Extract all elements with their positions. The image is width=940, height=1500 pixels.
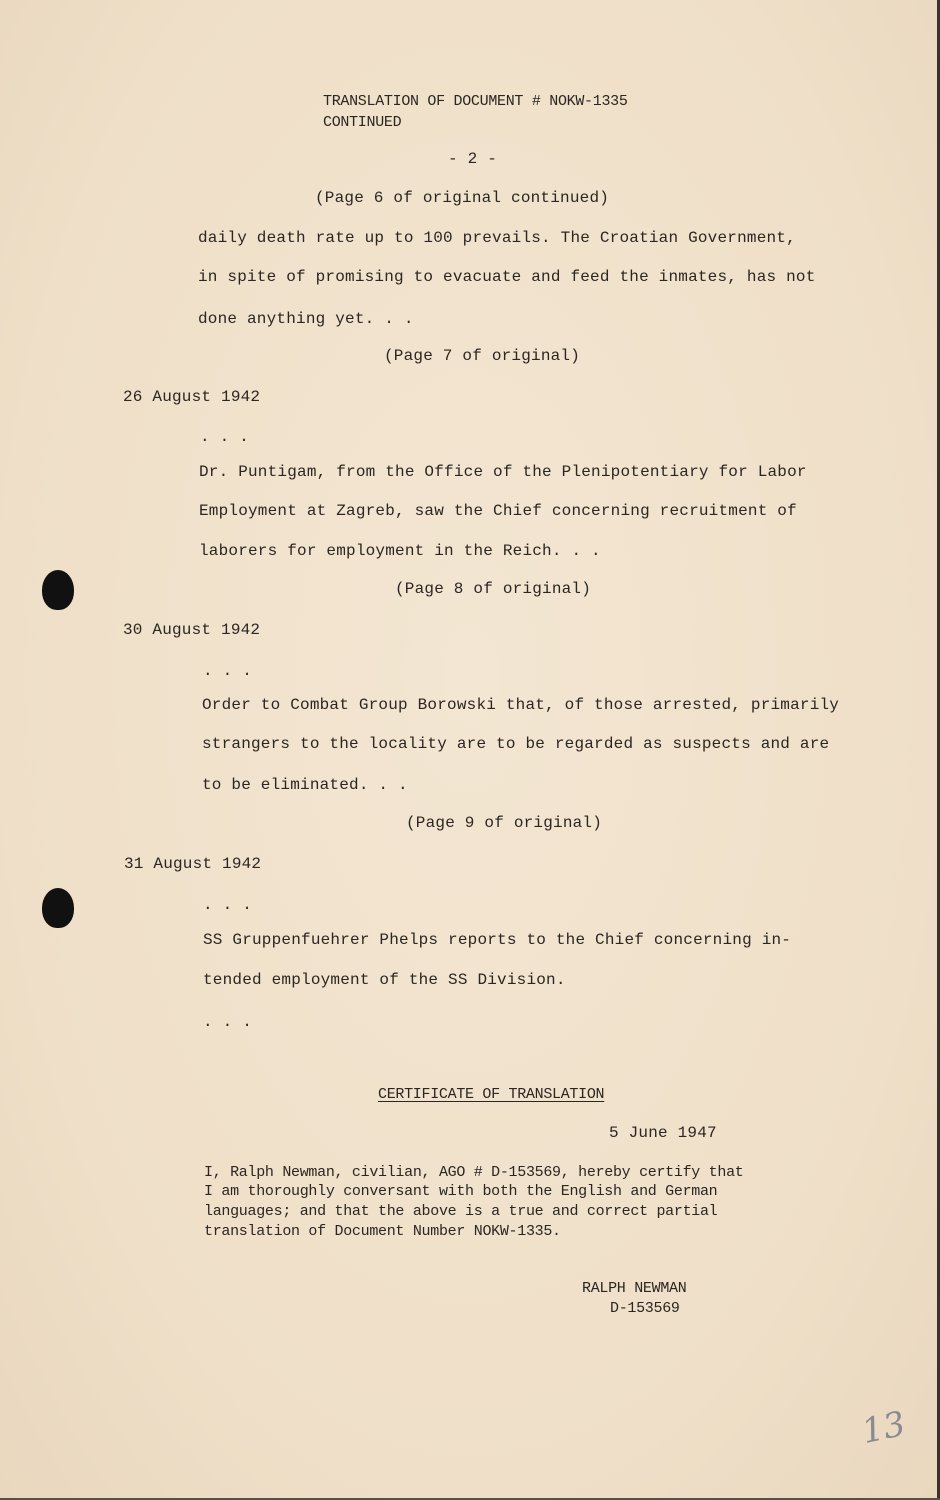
handwritten-page-number: 13	[858, 1403, 909, 1453]
certificate-date: 5 June 1947	[609, 1124, 717, 1142]
document-title: TRANSLATION OF DOCUMENT # NOKW-1335	[323, 93, 628, 110]
date-31-aug: 31 August 1942	[124, 855, 262, 873]
certificate-line-2: I am thoroughly conversant with both the English and German	[204, 1183, 718, 1200]
p8-line-2: strangers to the locality are to be regarded as suspects and are	[202, 735, 830, 753]
p8-line-3: to be eliminated. . .	[202, 776, 408, 794]
p9-ellipsis-top: . . .	[203, 896, 253, 914]
punch-hole-bottom	[42, 888, 74, 928]
p6-line-2: in spite of promising to evacuate and feed the inmates, has not	[198, 268, 816, 286]
certificate-line-1: I, Ralph Newman, civilian, AGO # D-153569, hereby certify that	[204, 1164, 744, 1181]
p9-line-2: tended employment of the SS Division.	[203, 971, 566, 989]
p6-line-3: done anything yet. . .	[198, 310, 414, 328]
p8-ellipsis: . . .	[203, 662, 253, 680]
continued-label: CONTINUED	[323, 114, 402, 131]
page-marker-7: (Page 7 of original)	[384, 347, 581, 365]
signature-name: RALPH NEWMAN	[582, 1280, 687, 1297]
page-marker-6: (Page 6 of original continued)	[315, 189, 610, 207]
page-marker-8: (Page 8 of original)	[395, 580, 592, 598]
certificate-line-4: translation of Document Number NOKW-1335.	[204, 1223, 561, 1240]
p9-line-1: SS Gruppenfuehrer Phelps reports to the Chief concerning in-	[203, 931, 792, 949]
page-marker-9: (Page 9 of original)	[406, 814, 603, 832]
p9-ellipsis-bottom: . . .	[203, 1013, 253, 1031]
p8-line-1: Order to Combat Group Borowski that, of those arrested, primarily	[202, 696, 840, 714]
date-30-aug: 30 August 1942	[123, 621, 261, 639]
page-number: - 2 -	[448, 150, 498, 168]
p7-line-1: Dr. Puntigam, from the Office of the Plenipotentiary for Labor	[199, 463, 807, 481]
p7-line-2: Employment at Zagreb, saw the Chief concerning recruitment of	[199, 502, 797, 520]
p7-ellipsis: . . .	[200, 428, 250, 446]
p7-line-3: laborers for employment in the Reich. . .	[199, 542, 601, 560]
signature-id: D-153569	[610, 1300, 680, 1317]
date-26-aug: 26 August 1942	[123, 388, 261, 406]
certificate-title: CERTIFICATE OF TRANSLATION	[378, 1086, 605, 1103]
punch-hole-top	[42, 570, 74, 610]
p6-line-1: daily death rate up to 100 prevails. The Croatian Government,	[198, 229, 796, 247]
certificate-line-3: languages; and that the above is a true and correct partial	[204, 1203, 718, 1220]
